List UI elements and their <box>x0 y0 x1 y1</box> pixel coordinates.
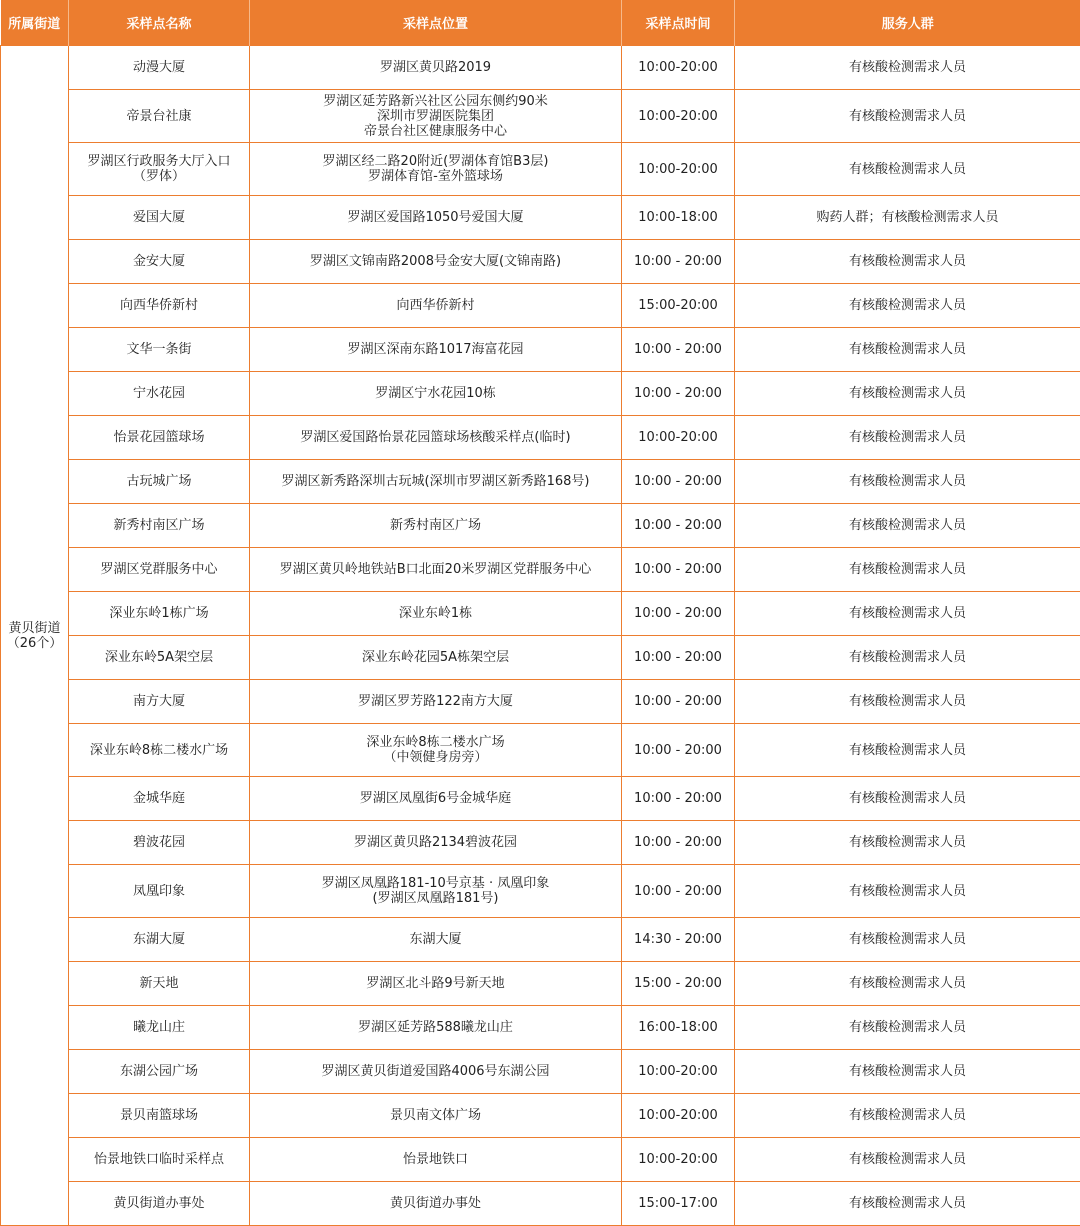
site-location-cell: 罗湖区凤凰路181-10号京基 · 凤凰印象 (罗湖区凤凰路181号) <box>250 865 622 918</box>
header-site-location: 采样点位置 <box>250 0 622 46</box>
table-row <box>1 460 1080 504</box>
site-name-cell: 文华一条街 <box>69 328 250 372</box>
site-time-cell: 10:00-20:00 <box>622 46 735 90</box>
site-location-cell: 罗湖区文锦南路2008号金安大厦(文锦南路) <box>250 240 622 284</box>
service-group-cell: 有核酸检测需求人员 <box>735 724 1080 777</box>
site-name-cell: 深业东岭5A架空层 <box>69 636 250 680</box>
site-name-cell: 动漫大厦 <box>69 46 250 90</box>
site-name-cell: 新秀村南区广场 <box>69 504 250 548</box>
table-row <box>1 416 1080 460</box>
service-group-cell: 有核酸检测需求人员 <box>735 240 1080 284</box>
table-row <box>1 196 1080 240</box>
site-time-cell: 10:00-20:00 <box>622 90 735 143</box>
site-location-cell: 罗湖区黄贝岭地铁站B口北面20米罗湖区党群服务中心 <box>250 548 622 592</box>
site-location-cell: 深业东岭花园5A栋架空层 <box>250 636 622 680</box>
table-row <box>1 1182 1080 1226</box>
table-row <box>1 777 1080 821</box>
service-group-cell: 有核酸检测需求人员 <box>735 416 1080 460</box>
header-district: 所属街道 <box>1 0 69 46</box>
site-location-cell: 罗湖区黄贝街道爱国路4006号东湖公园 <box>250 1050 622 1094</box>
site-name-cell: 古玩城广场 <box>69 460 250 504</box>
site-name-cell: 深业东岭1栋广场 <box>69 592 250 636</box>
site-location-cell: 罗湖区宁水花园10栋 <box>250 372 622 416</box>
site-name-cell: 南方大厦 <box>69 680 250 724</box>
service-group-cell: 有核酸检测需求人员 <box>735 821 1080 865</box>
site-location-cell: 怡景地铁口 <box>250 1138 622 1182</box>
service-group-cell: 有核酸检测需求人员 <box>735 1138 1080 1182</box>
table-row <box>1 962 1080 1006</box>
site-location-cell: 罗湖区深南东路1017海富花园 <box>250 328 622 372</box>
site-name-cell: 向西华侨新村 <box>69 284 250 328</box>
service-group-cell: 有核酸检测需求人员 <box>735 1094 1080 1138</box>
service-group-cell: 有核酸检测需求人员 <box>735 328 1080 372</box>
site-time-cell: 10:00 - 20:00 <box>622 865 735 918</box>
site-name-cell: 怡景花园篮球场 <box>69 416 250 460</box>
site-location-cell: 罗湖区黄贝路2019 <box>250 46 622 90</box>
site-time-cell: 10:00 - 20:00 <box>622 592 735 636</box>
service-group-cell: 有核酸检测需求人员 <box>735 962 1080 1006</box>
service-group-cell: 有核酸检测需求人员 <box>735 284 1080 328</box>
site-name-cell: 金城华庭 <box>69 777 250 821</box>
table-row <box>1 240 1080 284</box>
site-name-cell: 深业东岭8栋二楼水广场 <box>69 724 250 777</box>
site-location-cell: 罗湖区黄贝路2134碧波花园 <box>250 821 622 865</box>
service-group-cell: 有核酸检测需求人员 <box>735 90 1080 143</box>
site-time-cell: 10:00 - 20:00 <box>622 636 735 680</box>
site-location-cell: 黄贝街道办事处 <box>250 1182 622 1226</box>
table-row <box>1 548 1080 592</box>
site-time-cell: 16:00-18:00 <box>622 1006 735 1050</box>
site-location-cell: 罗湖区爱国路怡景花园篮球场核酸采样点(临时) <box>250 416 622 460</box>
site-name-cell: 金安大厦 <box>69 240 250 284</box>
site-time-cell: 15:00 - 20:00 <box>622 962 735 1006</box>
service-group-cell: 有核酸检测需求人员 <box>735 372 1080 416</box>
site-name-cell: 帝景台社康 <box>69 90 250 143</box>
table-row <box>1 918 1080 962</box>
site-name-cell: 宁水花园 <box>69 372 250 416</box>
service-group-cell: 有核酸检测需求人员 <box>735 46 1080 90</box>
site-location-cell: 深业东岭1栋 <box>250 592 622 636</box>
service-group-cell: 有核酸检测需求人员 <box>735 680 1080 724</box>
site-location-cell: 罗湖区经二路20附近(罗湖体育馆B3层) 罗湖体育馆-室外篮球场 <box>250 143 622 196</box>
service-group-cell: 有核酸检测需求人员 <box>735 636 1080 680</box>
table-body <box>1 46 1080 1226</box>
table-row <box>1 592 1080 636</box>
site-name-cell: 碧波花园 <box>69 821 250 865</box>
site-time-cell: 10:00 - 20:00 <box>622 372 735 416</box>
site-time-cell: 10:00-20:00 <box>622 416 735 460</box>
service-group-cell: 有核酸检测需求人员 <box>735 504 1080 548</box>
table-row <box>1 504 1080 548</box>
table-row <box>1 680 1080 724</box>
site-name-cell: 东湖公园广场 <box>69 1050 250 1094</box>
site-time-cell: 10:00 - 20:00 <box>622 328 735 372</box>
service-group-cell: 有核酸检测需求人员 <box>735 548 1080 592</box>
table-header-row <box>1 0 1080 46</box>
site-time-cell: 10:00-20:00 <box>622 1050 735 1094</box>
site-location-cell: 深业东岭8栋二楼水广场 （中领健身房旁） <box>250 724 622 777</box>
service-group-cell: 有核酸检测需求人员 <box>735 777 1080 821</box>
site-time-cell: 14:30 - 20:00 <box>622 918 735 962</box>
table-row <box>1 724 1080 777</box>
site-name-cell: 凤凰印象 <box>69 865 250 918</box>
site-time-cell: 10:00 - 20:00 <box>622 240 735 284</box>
site-name-cell: 新天地 <box>69 962 250 1006</box>
site-time-cell: 10:00 - 20:00 <box>622 724 735 777</box>
site-time-cell: 10:00 - 20:00 <box>622 680 735 724</box>
header-service-group: 服务人群 <box>735 0 1080 46</box>
table-row <box>1 372 1080 416</box>
service-group-cell: 有核酸检测需求人员 <box>735 918 1080 962</box>
site-name-cell: 罗湖区行政服务大厅入口 （罗体） <box>69 143 250 196</box>
site-name-cell: 曦龙山庄 <box>69 1006 250 1050</box>
site-location-cell: 向西华侨新村 <box>250 284 622 328</box>
site-time-cell: 10:00 - 20:00 <box>622 821 735 865</box>
site-location-cell: 罗湖区新秀路深圳古玩城(深圳市罗湖区新秀路168号) <box>250 460 622 504</box>
service-group-cell: 有核酸检测需求人员 <box>735 143 1080 196</box>
table-row <box>1 1094 1080 1138</box>
service-group-cell: 有核酸检测需求人员 <box>735 592 1080 636</box>
table-row <box>1 143 1080 196</box>
service-group-cell: 有核酸检测需求人员 <box>735 1182 1080 1226</box>
site-location-cell: 罗湖区凤凰街6号金城华庭 <box>250 777 622 821</box>
table-row <box>1 46 1080 90</box>
table-row <box>1 1050 1080 1094</box>
site-name-cell: 怡景地铁口临时采样点 <box>69 1138 250 1182</box>
service-group-cell: 购药人群；有核酸检测需求人员 <box>735 196 1080 240</box>
site-time-cell: 15:00-20:00 <box>622 284 735 328</box>
site-time-cell: 10:00-18:00 <box>622 196 735 240</box>
site-location-cell: 罗湖区延芳路588曦龙山庄 <box>250 1006 622 1050</box>
service-group-cell: 有核酸检测需求人员 <box>735 1006 1080 1050</box>
service-group-cell: 有核酸检测需求人员 <box>735 865 1080 918</box>
site-location-cell: 新秀村南区广场 <box>250 504 622 548</box>
site-time-cell: 10:00 - 20:00 <box>622 504 735 548</box>
service-group-cell: 有核酸检测需求人员 <box>735 460 1080 504</box>
site-location-cell: 罗湖区北斗路9号新天地 <box>250 962 622 1006</box>
site-location-cell: 东湖大厦 <box>250 918 622 962</box>
site-time-cell: 10:00 - 20:00 <box>622 777 735 821</box>
site-name-cell: 黄贝街道办事处 <box>69 1182 250 1226</box>
service-group-cell: 有核酸检测需求人员 <box>735 1050 1080 1094</box>
site-time-cell: 10:00-20:00 <box>622 1138 735 1182</box>
table-row <box>1 1006 1080 1050</box>
district-cell: 黄贝街道 （26个） <box>1 46 69 1226</box>
site-time-cell: 10:00 - 20:00 <box>622 460 735 504</box>
table-row <box>1 636 1080 680</box>
site-location-cell: 罗湖区延芳路新兴社区公园东侧约90米 深圳市罗湖医院集团 帝景台社区健康服务中心 <box>250 90 622 143</box>
table-row <box>1 328 1080 372</box>
table-row <box>1 1138 1080 1182</box>
table-row <box>1 865 1080 918</box>
table-row <box>1 284 1080 328</box>
site-name-cell: 景贝南篮球场 <box>69 1094 250 1138</box>
site-location-cell: 景贝南文体广场 <box>250 1094 622 1138</box>
site-name-cell: 爱国大厦 <box>69 196 250 240</box>
site-name-cell: 东湖大厦 <box>69 918 250 962</box>
header-site-time: 采样点时间 <box>622 0 735 46</box>
table-row <box>1 821 1080 865</box>
site-location-cell: 罗湖区爱国路1050号爱国大厦 <box>250 196 622 240</box>
table-row <box>1 90 1080 143</box>
site-time-cell: 10:00 - 20:00 <box>622 548 735 592</box>
site-location-cell: 罗湖区罗芳路122南方大厦 <box>250 680 622 724</box>
site-time-cell: 10:00-20:00 <box>622 143 735 196</box>
site-time-cell: 10:00-20:00 <box>622 1094 735 1138</box>
site-time-cell: 15:00-17:00 <box>622 1182 735 1226</box>
header-site-name: 采样点名称 <box>69 0 250 46</box>
site-name-cell: 罗湖区党群服务中心 <box>69 548 250 592</box>
